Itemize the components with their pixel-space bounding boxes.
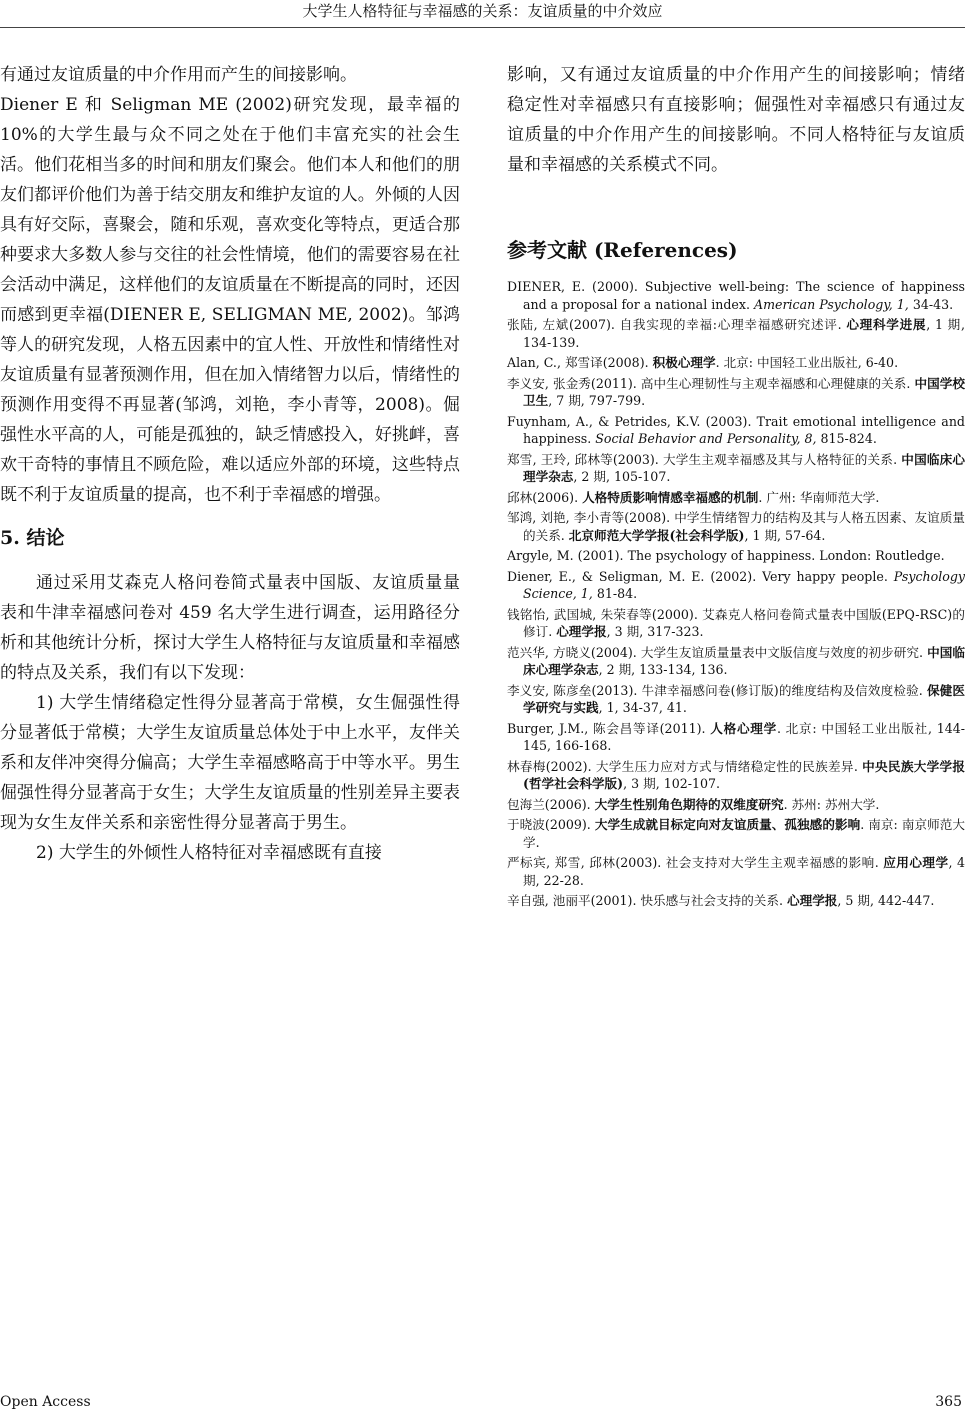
section-heading-conclusion: 5. 结论 bbox=[0, 527, 65, 549]
reference-item bbox=[507, 547, 965, 565]
right-column bbox=[507, 60, 965, 913]
reference-source: 大学生性别角色期待的双维度研究 bbox=[594, 796, 784, 812]
reference-details: , 7 期, 797-799. bbox=[548, 393, 646, 408]
reference-text: Fuynham, A., & Petrides, K.V. (2003). Trait emotional intelligence and happiness. bbox=[507, 413, 965, 446]
reference-item bbox=[507, 892, 965, 910]
reference-source: 积极心理学 bbox=[652, 355, 716, 370]
reference-text: Diener, E., & Seligman, M. E. (2002). Very happy people. bbox=[507, 568, 894, 584]
reference-item bbox=[507, 278, 965, 313]
paragraph-finding-2-continued: 影响，又有通过友谊质量的中介作用产生的间接影响；情绪稳定性对幸福感只有直接影响；倔强性对幸福感只有通过友谊质量的中介作用产生的间接影响。不同人格特征与友谊质量和幸福感的关系模式不同。 bbox=[507, 65, 965, 175]
reference-item bbox=[507, 606, 965, 641]
reference-details: , 3 期, 317-323. bbox=[606, 624, 704, 639]
reference-details: . 北京: 中国轻工业出版社, 144-145, 166-168. bbox=[523, 720, 965, 753]
reference-text: 严标宾, 郑雪, 邱林(2003). 社会支持对大学生主观幸福感的影响. bbox=[507, 855, 884, 870]
left-column bbox=[0, 60, 460, 868]
reference-item bbox=[507, 682, 965, 717]
reference-details: , 4 期, 22-28. bbox=[523, 855, 965, 888]
reference-details: . 南京: 南京师范大学. bbox=[523, 817, 965, 850]
paragraph-continuation: 有通过友谊质量的中介作用而产生的间接影响。 bbox=[0, 65, 357, 85]
reference-text: 张陆, 左斌(2007). 自我实现的幸福:心理幸福感研究述评. bbox=[507, 317, 847, 332]
reference-item bbox=[507, 354, 965, 372]
reference-details: , 1 期, 57-64. bbox=[744, 527, 826, 543]
reference-text: Burger, J.M., 陈会昌等译(2011). bbox=[507, 720, 711, 736]
reference-source: 中国学校卫生 bbox=[523, 375, 965, 408]
reference-text: DIENER, E. (2000). Subjective well-being: The science of happiness and a proposal for a national index. bbox=[507, 279, 965, 312]
paragraph-finding-1: 1) 大学生情绪稳定性得分显著高于常模，女生倔强性得分显著低于常模；大学生友谊质量总体处于中上水平，友伴关系和友伴冲突得分偏高；大学生幸福感略高于中等水平。男生倔强性得分显著高于女生；大学生友谊质量的性别差异主要表现为女生友伴关系和亲密性得分显著高于男生。 bbox=[0, 693, 460, 833]
reference-item bbox=[507, 413, 965, 448]
reference-source: 应用心理学 bbox=[883, 855, 949, 870]
reference-text: Alan, C., 郑雪译(2008). bbox=[507, 355, 653, 370]
reference-source: 保健医学研究与实践 bbox=[523, 682, 965, 715]
reference-item bbox=[507, 758, 965, 793]
reference-source: 人格心理学 bbox=[710, 720, 777, 736]
reference-text: 辛自强, 池丽平(2001). 快乐感与社会支持的关系. bbox=[507, 893, 787, 908]
reference-item bbox=[507, 720, 965, 755]
reference-item bbox=[507, 854, 965, 889]
reference-item bbox=[507, 375, 965, 410]
reference-item bbox=[507, 644, 965, 679]
reference-source: 中国临床心理学杂志 bbox=[523, 451, 965, 484]
reference-details: , 2 期, 105-107. bbox=[573, 469, 671, 484]
reference-source: 心理学报 bbox=[787, 893, 838, 908]
reference-text: 范兴华, 方晓义(2004). 大学生友谊质量量表中文版信度与效度的初步研究. bbox=[507, 644, 928, 660]
reference-text: Argyle, M. (2001). The psychology of happiness. London: Routledge. bbox=[507, 548, 945, 563]
reference-item bbox=[507, 509, 965, 544]
reference-source: 人格特质影响情感幸福感的机制 bbox=[582, 489, 759, 505]
paragraph-conclusion-intro: 通过采用艾森克人格问卷简式量表中国版、友谊质量量表和牛津幸福感问卷对 459 名大学生进行调查，运用路径分析和其他统计分析，探讨大学生人格特征与友谊质量和幸福感的特点及关系，我们有以下发现： bbox=[0, 573, 460, 683]
reference-item bbox=[507, 451, 965, 486]
reference-details: . 广州: 华南师范大学. bbox=[758, 489, 880, 505]
reference-text: 林春梅(2002). 大学生压力应对方式与情绪稳定性的民族差异. bbox=[507, 758, 863, 774]
reference-list bbox=[507, 278, 965, 910]
reference-source: Social Behavior and Personality, 8, bbox=[595, 431, 817, 446]
reference-item bbox=[507, 316, 965, 351]
reference-details: , 1, 34-37, 41. bbox=[598, 700, 687, 715]
reference-source: Psychology Science, 1, bbox=[523, 568, 965, 601]
paragraph-finding-2: 2) 大学生的外倾性人格特征对幸福感既有直接 bbox=[36, 843, 382, 863]
reference-source: 北京师范大学学报(社会科学版) bbox=[568, 527, 745, 543]
header-rule bbox=[0, 27, 965, 28]
reference-text: 钱铭怡, 武国城, 朱荣春等(2000). 艾森克人格问卷简式量表中国版(EPQ-RSC)的修订. bbox=[507, 606, 965, 639]
reference-source: 中国临床心理学杂志 bbox=[523, 644, 965, 677]
reference-item bbox=[507, 489, 965, 507]
reference-text: 李义安, 陈彦垒(2013). 牛津幸福感问卷(修订版)的维度结构及信效度检验. bbox=[507, 682, 927, 698]
reference-details: , 1 期, 134-139. bbox=[523, 317, 965, 350]
paragraph-discussion: Diener E 和 Seligman ME (2002)研究发现，最幸福的10%的大学生最与众不同之处在于他们丰富充实的社会生活。他们花相当多的时间和朋友们聚会。他们本人和他们的朋友们都评价他们为善于结交朋友和维护友谊的人。外倾的人因具有好交际，喜聚会，随和乐观，喜欢变化等特点，更适合那种要求大多数人参与交往的社会性情境，他们的需要容易在社会活动中满足，这样他们的友谊质量在不断提高的同时，还因而感到更幸福(DIENER E, SELIGMAN ME, 2002)。邹鸿等人的研究发现，人格五因素中的宜人性、开放性和情绪性对友谊质量有显著预测作用，但在加入情绪智力以后，情绪性的预测作用变得不再显著(邹鸿，刘艳，李小青等，2008)。倔强性水平高的人，可能是孤独的，缺乏情感投入，好挑衅，喜欢干奇特的事情且不顾危险，难以适应外部的环境，这些特点既不利于友谊质量的提高，也不利于幸福感的增强。 bbox=[0, 95, 461, 505]
reference-details: , 2 期, 133-134, 136. bbox=[598, 662, 728, 677]
references-heading: 参考文献 (References) bbox=[507, 238, 738, 262]
reference-details: 81-84. bbox=[592, 586, 638, 601]
reference-text: 于晓波(2009). bbox=[507, 817, 595, 832]
reference-details: . 苏州: 苏州大学. bbox=[783, 796, 880, 812]
reference-text: 李义安, 张金秀(2011). 高中生心理韧性与主观幸福感和心理健康的关系. bbox=[507, 375, 915, 391]
reference-details: 815-824. bbox=[816, 431, 877, 446]
reference-source: 心理科学进展 bbox=[846, 317, 927, 332]
reference-source: 心理学报 bbox=[556, 624, 607, 639]
footer-open-access: Open Access bbox=[0, 1394, 91, 1410]
reference-details: 34-43. bbox=[908, 296, 954, 312]
reference-source: American Psychology, 1, bbox=[754, 296, 909, 312]
reference-text: 邱林(2006). bbox=[507, 489, 583, 505]
reference-text: 邹鸿, 刘艳, 李小青等(2008). 中学生情绪智力的结构及其与人格五因素、友谊质量的关系. bbox=[507, 510, 965, 543]
reference-item bbox=[507, 816, 965, 851]
running-header: 大学生人格特征与幸福感的关系：友谊质量的中介效应 bbox=[302, 2, 663, 20]
reference-item bbox=[507, 796, 965, 814]
reference-details: , 3 期, 102-107. bbox=[623, 776, 721, 791]
reference-details: , 5 期, 442-447. bbox=[837, 893, 935, 908]
reference-text: 郑雪, 王玲, 邱林等(2003). 大学生主观幸福感及其与人格特征的关系. bbox=[507, 451, 902, 467]
reference-source: 中央民族大学学报(哲学社会科学版) bbox=[523, 758, 965, 791]
page-number: 365 bbox=[935, 1394, 962, 1410]
reference-source: 大学生成就目标定向对友谊质量、孤独感的影响 bbox=[594, 817, 861, 832]
reference-item bbox=[507, 568, 965, 603]
reference-text: 包海兰(2006). bbox=[507, 796, 595, 812]
reference-details: . 北京: 中国轻工业出版社, 6-40. bbox=[715, 355, 899, 370]
